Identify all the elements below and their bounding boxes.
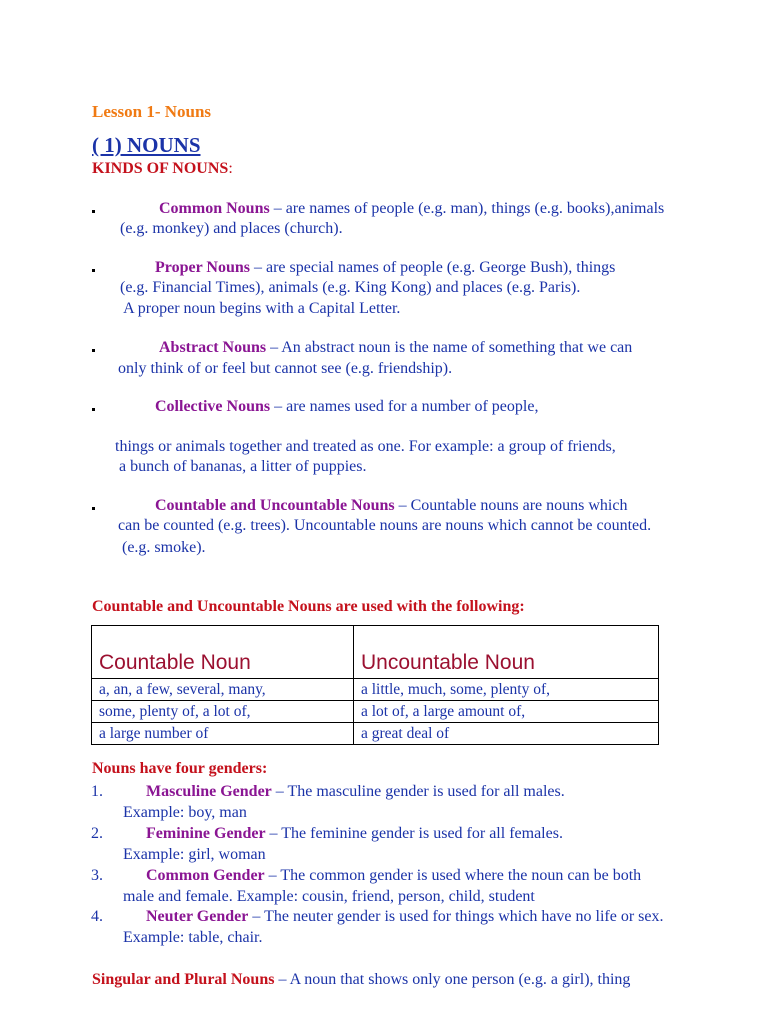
- gender-number: 1.: [91, 783, 103, 800]
- kind-text: are names used for a number of people,: [286, 398, 539, 415]
- kind-term: Proper Nouns: [155, 259, 250, 276]
- gender-dash: –: [264, 867, 281, 884]
- table-cell: some, plenty of, a lot of,: [92, 701, 354, 723]
- table-row: [92, 701, 659, 723]
- gender-item-neuter: [146, 907, 664, 927]
- gender-text: The neuter gender is used for things which have no life or sex.: [264, 908, 664, 925]
- kinds-heading-colon: :: [228, 160, 233, 177]
- kind-text-line: A proper noun begins with a Capital Letter.: [120, 300, 401, 317]
- kind-item-countable: [155, 496, 627, 516]
- kind-text-line: things or animals together and treated as one. For example: a group of friends,: [115, 438, 616, 455]
- kind-text-line: only think of or feel but cannot see (e.g. friendship).: [118, 360, 453, 377]
- gender-term: Neuter Gender: [146, 908, 249, 925]
- kind-item-proper: [155, 258, 615, 278]
- bullet-icon: [92, 408, 95, 411]
- kind-item-abstract: [159, 338, 632, 358]
- kind-text-line: can be counted (e.g. trees). Uncountable nouns are nouns which cannot be counted.: [118, 517, 652, 534]
- table-header-cell: Countable Noun: [92, 626, 354, 679]
- gender-number: 3.: [91, 867, 103, 884]
- kind-text-line: a bunch of bananas, a litter of puppies.: [115, 458, 367, 475]
- gender-term: Masculine Gender: [146, 783, 272, 800]
- bullet-icon: [92, 349, 95, 352]
- kind-dash: –: [269, 200, 286, 217]
- gender-item-common: [146, 866, 641, 886]
- kind-dash: –: [266, 339, 282, 356]
- kind-term: Common Nouns: [159, 200, 270, 217]
- table-cell: a little, much, some, plenty of,: [354, 679, 659, 701]
- singular-plural-line: [92, 970, 630, 990]
- gender-term: Feminine Gender: [146, 825, 266, 842]
- gender-example: Example: girl, woman: [123, 846, 266, 863]
- gender-term: Common Gender: [146, 867, 265, 884]
- table-header-cell: Uncountable Noun: [354, 626, 659, 679]
- table-cell: a, an, a few, several, many,: [92, 679, 354, 701]
- table-cell: a large number of: [92, 723, 354, 745]
- gender-text: The masculine gender is used for all males.: [287, 783, 565, 800]
- kind-dash: –: [270, 398, 287, 415]
- table-cell: a lot of, a large amount of,: [354, 701, 659, 723]
- gender-example: Example: table, chair.: [123, 929, 263, 946]
- gender-dash: –: [271, 783, 288, 800]
- kind-dash: –: [249, 259, 266, 276]
- kind-text: An abstract noun is the name of something that we can: [281, 339, 633, 356]
- singular-plural-dash: –: [274, 971, 290, 988]
- gender-example: male and female. Example: cousin, friend, person, child, student: [123, 888, 535, 905]
- kinds-heading: [92, 158, 233, 180]
- gender-number: 4.: [91, 908, 103, 925]
- table-row: [92, 679, 659, 701]
- table-cell: a great deal of: [354, 723, 659, 745]
- genders-heading: Nouns have four genders:: [92, 760, 268, 777]
- kind-term: Countable and Uncountable Nouns: [155, 497, 395, 514]
- kind-item-common: [159, 199, 664, 219]
- gender-number: 2.: [91, 825, 103, 842]
- kind-term: Abstract Nouns: [159, 339, 267, 356]
- kinds-heading-text: KINDS OF NOUNS: [92, 160, 229, 177]
- kind-text: Countable nouns are nouns which: [410, 497, 628, 514]
- singular-plural-text: A noun that shows only one person (e.g. a girl), thing: [289, 971, 631, 988]
- gender-item-feminine: [146, 824, 563, 844]
- kind-text-line: (e.g. Financial Times), animals (e.g. King Kong) and places (e.g. Paris).: [120, 279, 581, 296]
- kind-item-collective: [155, 397, 538, 417]
- gender-example: Example: boy, man: [123, 804, 247, 821]
- singular-plural-term: Singular and Plural Nouns: [92, 971, 275, 988]
- kind-text-line: (e.g. smoke).: [118, 539, 206, 556]
- kind-text-line: (e.g. monkey) and places (church).: [120, 220, 343, 237]
- gender-dash: –: [248, 908, 265, 925]
- table-header-row: [92, 626, 659, 679]
- gender-text: The common gender is used where the noun can be both: [280, 867, 642, 884]
- countable-uncountable-table: [91, 625, 659, 745]
- lesson-title: Lesson 1- Nouns: [92, 102, 212, 121]
- bullet-icon: [92, 507, 95, 510]
- bullet-icon: [92, 269, 95, 272]
- bullet-icon: [92, 210, 95, 213]
- kind-text: are names of people (e.g. man), things (e.g. books),animals: [285, 200, 665, 217]
- table-row: [92, 723, 659, 745]
- gender-dash: –: [265, 825, 282, 842]
- gender-item-masculine: [146, 782, 565, 802]
- section-title: ( 1) NOUNS: [92, 133, 201, 157]
- table-intro: Countable and Uncountable Nouns are used with the following:: [92, 598, 525, 615]
- kind-text: are special names of people (e.g. George Bush), things: [265, 259, 616, 276]
- kind-dash: –: [394, 497, 411, 514]
- kind-term: Collective Nouns: [155, 398, 271, 415]
- gender-text: The feminine gender is used for all females.: [281, 825, 563, 842]
